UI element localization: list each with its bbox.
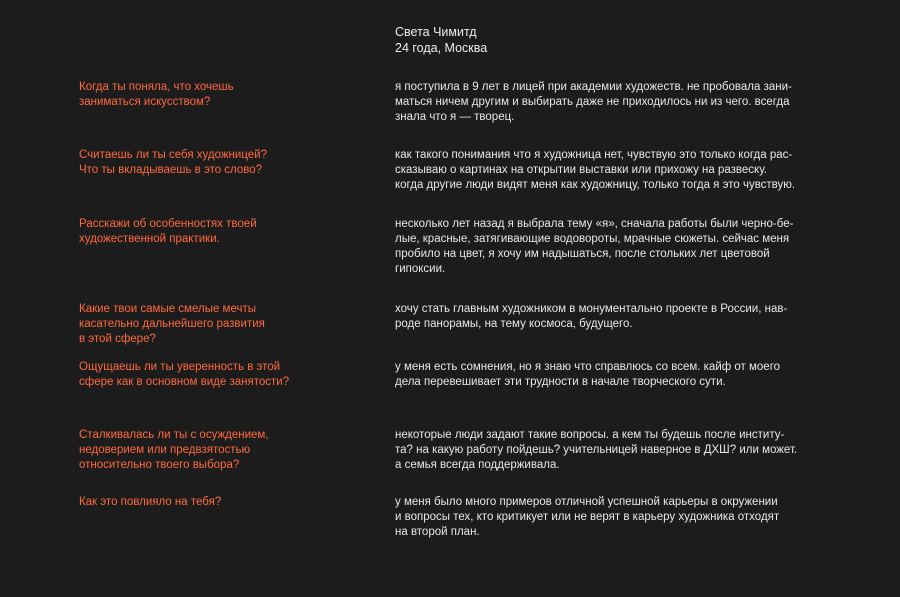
answer-2: как такого понимания что я художница нет, чувствую это только когда рас- сказываю о картинах на открытии выставки или прихожу на развеску. когда другие люди видят меня как художницу, только тогда я это чувствую. xyxy=(395,149,796,191)
answer-6: некоторые люди задают такие вопросы. а кем ты будешь после институ- та? на какую работу пойдешь? учительницей наверное в ДХШ? или может. а семья всегда поддерживала. xyxy=(395,429,798,471)
answer-4: хочу стать главным художником в монументально проекте в России, нав- роде панорамы, на тему космоса, будущего. xyxy=(395,303,788,330)
interviewee-header xyxy=(395,24,487,56)
question-7: Как это повлияло на тебя? xyxy=(79,496,222,508)
question-6: Сталкивалась ли ты с осуждением, недоверием или предвзятостью относительно твоего выбора? xyxy=(79,429,269,471)
interviewee-name: Света Чимитд xyxy=(395,25,477,39)
question-2: Считаешь ли ты себя художницей? Что ты вкладываешь в это слово? xyxy=(79,149,267,176)
question-3: Расскажи об особенностях твоей художественной практики. xyxy=(79,218,257,245)
answer-5: у меня есть сомнения, но я знаю что справлюсь со всем. кайф от моего дела перевешивает эти трудности в начале творческого сути. xyxy=(395,361,781,388)
answer-7: у меня было много примеров отличной успешной карьеры в окружении и вопросы тех, кто критикует или не верят в карьеру художника отходят на второй план. xyxy=(395,496,780,538)
question-4: Какие твои самые смелые мечты касательно дальнейшего развития в этой сфере? xyxy=(79,303,265,345)
question-5: Ощущаешь ли ты уверенность в этой сфере как в основном виде занятости? xyxy=(79,361,290,388)
question-1: Когда ты поняла, что хочешь заниматься искусством? xyxy=(79,81,234,108)
answer-1: я поступила в 9 лет в лицей при академии художеств. не пробовала зани- маться ничем другим и выбирать даже не приходилось ни из чего. всегда знала что я — творец. xyxy=(395,81,792,123)
answer-3: несколько лет назад я выбрала тему «я», сначала работы были черно-бе- лые, красные, затягивающие водовороты, мрачные сюжеты. сейчас меня пробило на цвет, я хочу им надышаться, после стольких лет цветовой гипоксии. xyxy=(395,218,794,275)
interviewee-age-city: 24 года, Москва xyxy=(395,41,488,55)
